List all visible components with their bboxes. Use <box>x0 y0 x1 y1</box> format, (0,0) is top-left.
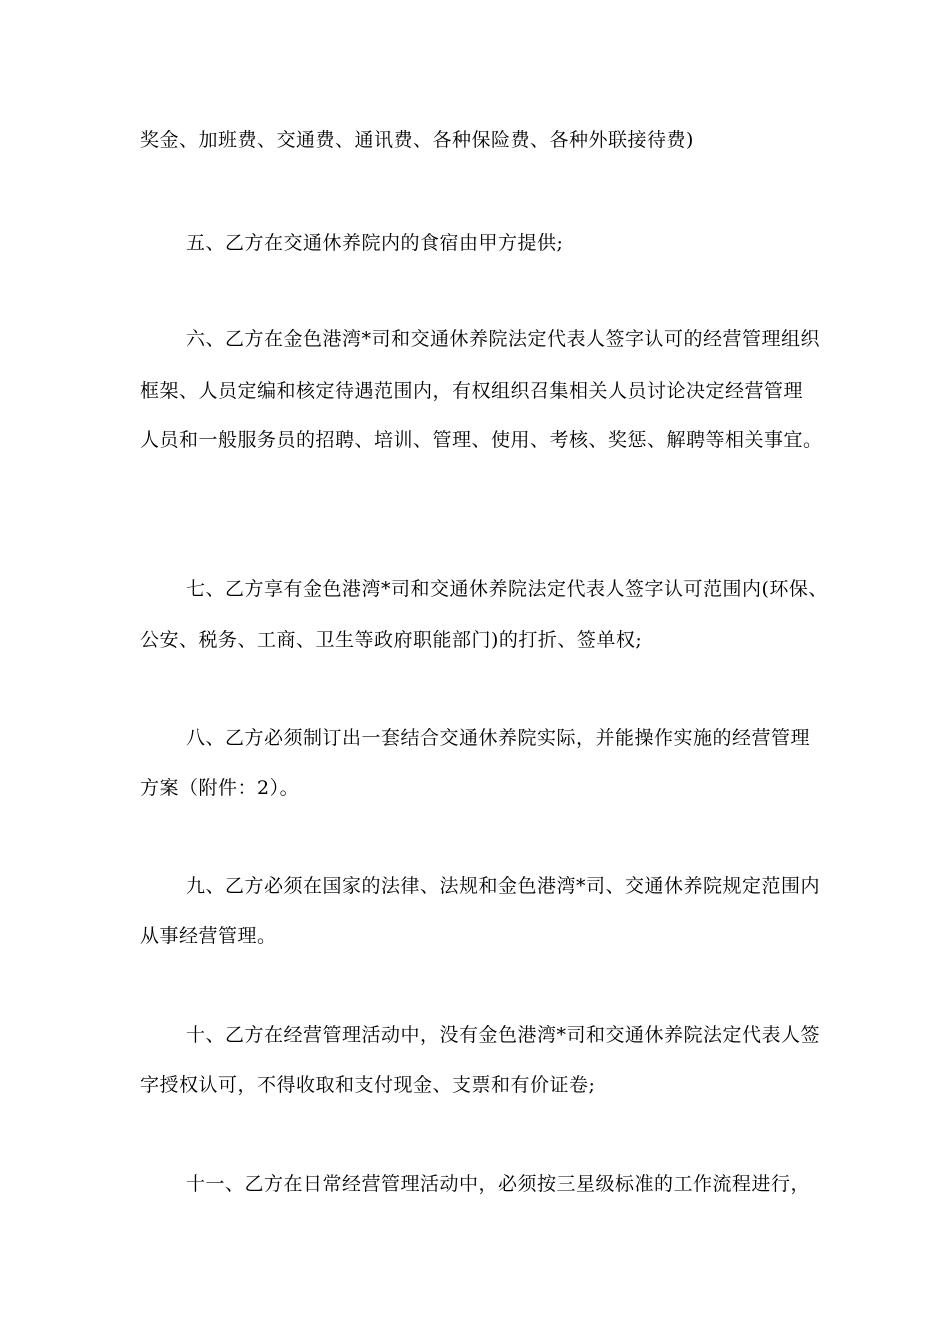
clause-5-line: 五、乙方在交通休养院内的食宿由甲方提供; <box>186 232 564 254</box>
clause-6-line: 六、乙方在金色港湾*司和交通休养院法定代表人签字认可的经营管理组织 <box>186 328 821 350</box>
text-line: 字授权认可，不得收取和支付现金、支票和有价证卷; <box>140 1074 596 1096</box>
clause-10-line: 十、乙方在经营管理活动中，没有金色港湾*司和交通休养院法定代表人签 <box>186 1024 821 1046</box>
text-line: 方案（附件：2）。 <box>140 777 300 799</box>
text-line: 人员和一般服务员的招聘、培训、管理、使用、考核、奖惩、解聘等相关事宜。 <box>140 429 823 451</box>
clause-11-line: 十一、乙方在日常经营管理活动中，必须按三星级标准的工作流程进行， <box>186 1173 811 1195</box>
text-line: 公安、税务、工商、卫生等政府职能部门)的打折、签单权; <box>140 629 643 651</box>
text-line: 奖金、加班费、交通费、通讯费、各种保险费、各种外联接待费) <box>140 129 694 151</box>
clause-7-line: 七、乙方享有金色港湾*司和交通休养院法定代表人签字认可范围内(环保、 <box>186 578 828 600</box>
text-line: 框架、人员定编和核定待遇范围内，有权组织召集相关人员讨论决定经营管理 <box>140 380 804 402</box>
clause-9-line: 九、乙方必须在国家的法律、法规和金色港湾*司、交通休养院规定范围内 <box>186 875 821 897</box>
clause-8-line: 八、乙方必须制订出一套结合交通休养院实际，并能操作实施的经营管理 <box>186 727 811 749</box>
text-line: 从事经营管理。 <box>140 925 277 947</box>
